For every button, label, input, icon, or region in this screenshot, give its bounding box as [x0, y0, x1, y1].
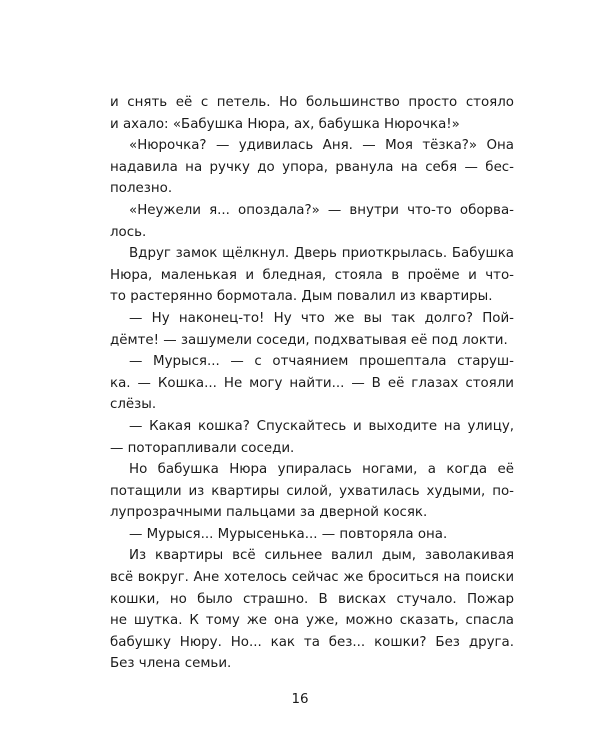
text-line: и снять её с петель. Но большинство просто стояло [110, 95, 514, 110]
text-line: всё вокруг. Ане хотелось сейчас же броситься на поиски [110, 570, 514, 586]
text-line: ка. — Кошка... Не могу найти... — В её глазах стояли [110, 375, 514, 391]
text-line: Но бабушка Нюра упиралась ногами, а когда её [129, 462, 514, 478]
text-line: — Мурыся... — с отчаянием прошептала старуш- [129, 354, 514, 370]
text-line: Нюра, маленькая и бледная, стояла в проёме и что- [110, 267, 514, 283]
text-line: — Какая кошка? Спускайтесь и выходите на улицу, [129, 418, 514, 434]
text-line: Из квартиры всё сильнее валил дым, заволакивая [129, 548, 514, 564]
text-line: «Нюрочка? — удивилась Аня. — Моя тёзка?» Она [129, 138, 514, 154]
text-line: — Мурыся... Мурысенька... — повторяла она. [129, 526, 448, 542]
text-line: дёмте! — зашумели соседи, подхватывая её под локти. [110, 332, 508, 348]
text-line: Вдруг замок щёлкнул. Дверь приоткрылась. Бабушка [129, 246, 514, 262]
body-text [110, 92, 514, 675]
text-line: надавила на ручку до упора, рванула на себя — бес- [110, 159, 514, 175]
text-line: лось. [110, 224, 147, 240]
text-line: — поторапливали соседи. [110, 440, 295, 456]
text-line: не шутка. К тому же она уже, можно сказать, спасла [110, 613, 514, 629]
page-number: 16 [291, 692, 309, 707]
text-line: «Неужели я... опоздала?» — внутри что-то оборва- [129, 202, 514, 218]
text-line: слёзы. [110, 397, 157, 413]
text-line: и ахало: «Бабушка Нюра, ах, бабушка Нюрочка!» [110, 116, 460, 132]
text-line: потащили из квартиры силой, ухватилась худыми, по- [110, 483, 514, 499]
text-line: кошки, но было страшно. В висках стучало. Пожар [110, 591, 514, 607]
text-line: Без члена семьи. [110, 656, 232, 672]
text-line: лупрозрачными пальцами за дверной косяк. [110, 505, 428, 521]
text-line: бабушку Нюру. Но... как та без... кошки? Без друга. [110, 634, 514, 650]
text-line: то растерянно бормотала. Дым повалил из квартиры. [110, 289, 493, 305]
text-line: полезно. [110, 181, 173, 197]
text-line: — Ну наконец-то! Ну что же вы так долго? Пой- [129, 310, 514, 326]
